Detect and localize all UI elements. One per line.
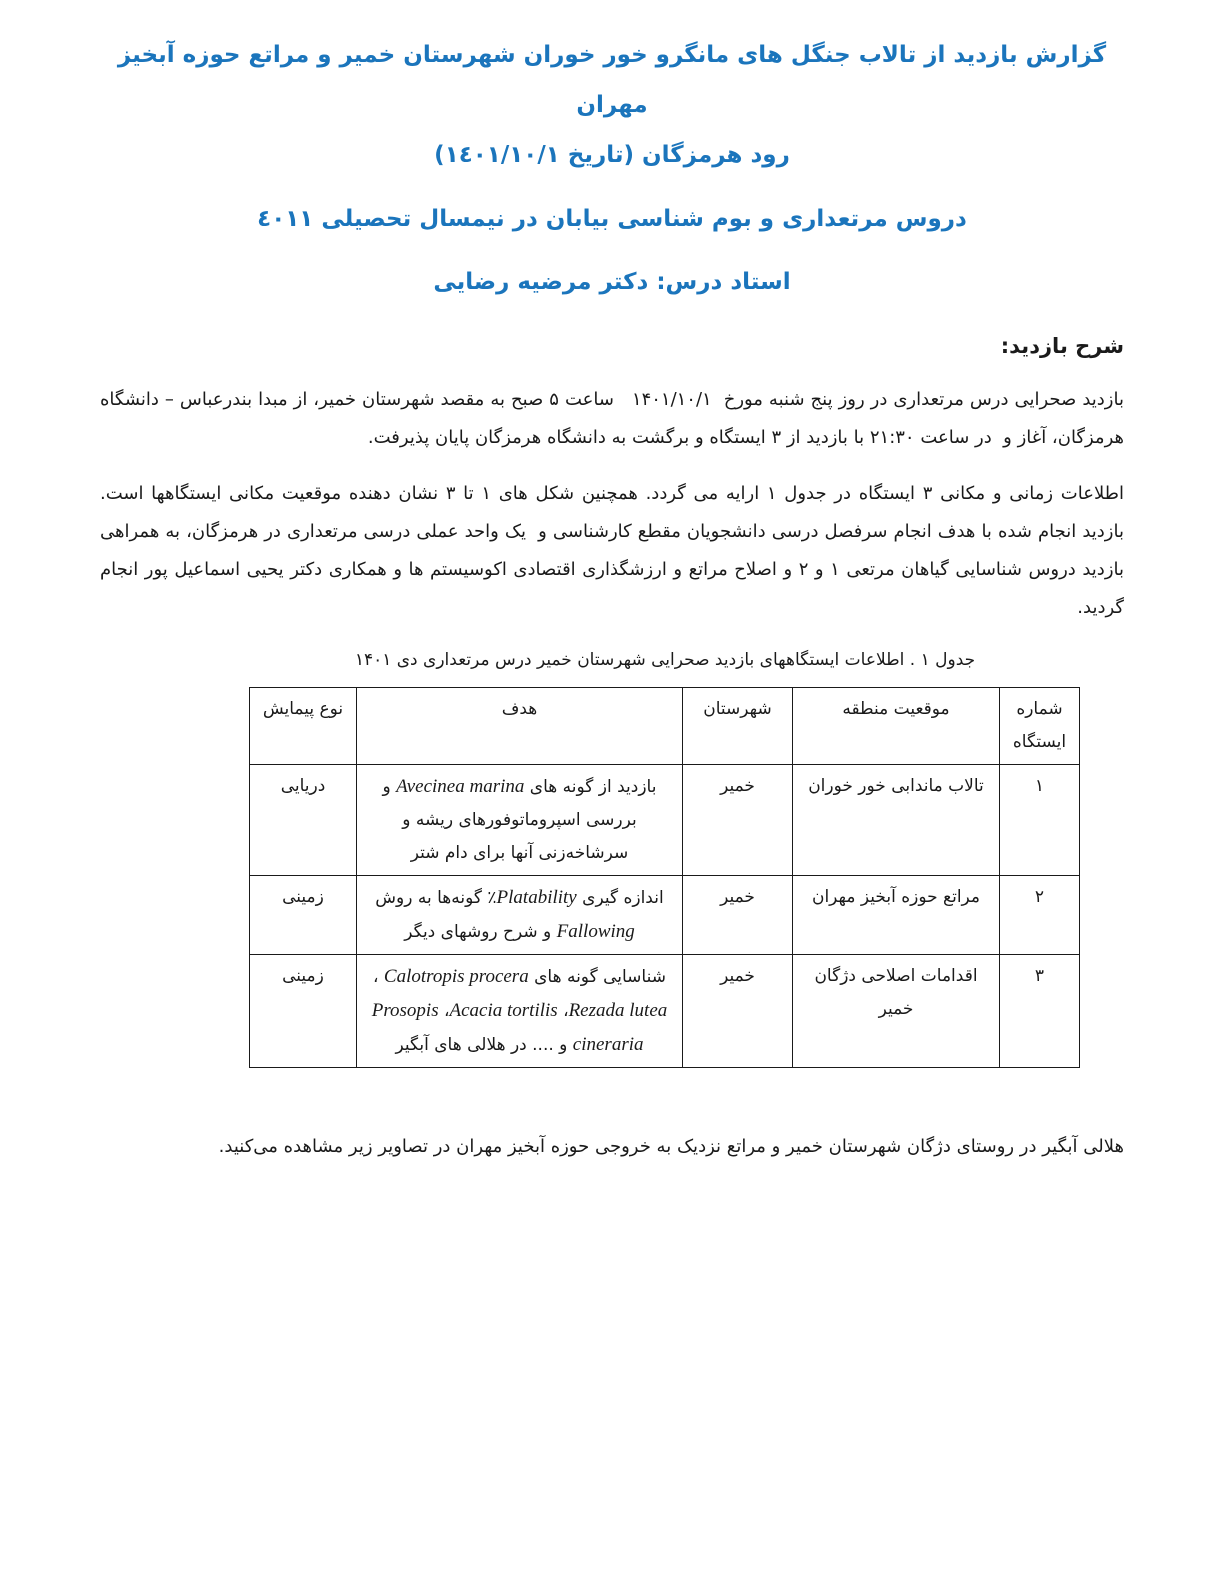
goal-text: و .... در هلالی های آبگیر xyxy=(395,1035,573,1055)
table-row xyxy=(250,955,1080,1068)
species-name-latin: Calotropis procera xyxy=(383,966,529,987)
goal-text: ، xyxy=(438,1001,450,1021)
station-number-cell: ۱ xyxy=(1000,765,1080,876)
survey-type-cell: زمینی xyxy=(250,876,357,955)
station-number-cell: ۲ xyxy=(1000,876,1080,955)
goal-text: ، xyxy=(557,1001,569,1021)
goal-text: اندازه گیری xyxy=(576,888,664,908)
goal-text: بازدید از گونه های xyxy=(524,777,657,797)
table-row xyxy=(250,765,1080,876)
report-title-course-line: دروس مرتعداری و بوم شناسی بیابان در نیمسال تحصیلی ٤٠١١ xyxy=(257,206,967,232)
species-name-latin: Fallowing xyxy=(556,921,635,942)
species-name-latin: Prosopis cineraria xyxy=(371,1000,644,1055)
column-header-survey-type: نوع پیمایش xyxy=(250,688,357,765)
report-title-line-1: گزارش بازدید از تالاب جنگل های مانگرو خور خوران شهرستان خمیر و مراتع حوزه آبخیز مهران xyxy=(117,42,1107,118)
county-cell: خمیر xyxy=(683,876,793,955)
species-name-latin: Acacia tortilis xyxy=(449,1000,558,1021)
location-cell: اقدامات اصلاحی دژگان خمیر xyxy=(793,955,1000,1068)
station-number-cell: ۳ xyxy=(1000,955,1080,1068)
report-title-line-2: رود هرمزگان (تاریخ ١٤٠١/١٠/١) xyxy=(434,142,790,168)
goal-text: و شرح روشهای دیگر xyxy=(404,922,557,942)
report-title-instructor-line: استاد درس: دکتر مرضیه رضایی xyxy=(433,269,791,295)
goal-cell xyxy=(357,765,683,876)
survey-type-cell: زمینی xyxy=(250,955,357,1068)
stations-table xyxy=(249,687,1080,1068)
closing-note-paragraph: هلالی آبگیر در روستای دژگان شهرستان خمیر و مراتع نزدیک به خروجی حوزه آبخیز مهران در تصاویر زیر مشاهده می‌کنید. xyxy=(218,1136,1124,1157)
location-cell: مراتع حوزه آبخیز مهران xyxy=(793,876,1000,955)
table-header-row xyxy=(250,688,1080,765)
table-1-caption: جدول ۱ . اطلاعات ایستگاههای بازدید صحرایی شهرستان خمیر درس مرتعداری دی ۱۴۰۱ xyxy=(354,650,976,670)
column-header-goal: هدف xyxy=(357,688,683,765)
survey-type-cell: دریایی xyxy=(250,765,357,876)
visit-description-heading: شرح بازدید: xyxy=(1000,334,1124,358)
goal-text: شناسایی گونه های xyxy=(528,967,666,987)
column-header-station-number: شماره ایستگاه xyxy=(1000,688,1080,765)
species-name-latin: Platability xyxy=(496,887,577,908)
stations-info-paragraph: اطلاعات زمانی و مکانی ۳ ایستگاه در جدول ۱ ارایه می گردد. همچنین شکل های ۱ تا ۳ نشان دهنده موقعیت مکانی ایستگاهها است. بازدید انجام شده با هدف انجام سرفصل درسی دانشجویان مقطع کارشناسی و یک واحد عملی درسی مرتعداری در هرمزگان، به همراهی بازدید دروس شناسایی گیاهان مرتعی ۱ و ۲ و اصلاح مراتع و ارزشگذاری اقتصادی اکوسیستم ها و همکاری دکتر یحیی اسماعیل پور انجام گردید. xyxy=(100,483,1125,618)
location-cell: تالاب ماندابی خور خوران xyxy=(793,765,1000,876)
goal-text: و بررسی اسپروماتوفورهای ریشه و سرشاخه‌زنی آنها برای دام شتر xyxy=(382,777,637,863)
goal-cell xyxy=(357,876,683,955)
visit-summary-paragraph: بازدید صحرایی درس مرتعداری در روز پنج شنبه مورخ ۱۴۰۱/۱۰/۱ ساعت ۵ صبح به مقصد شهرستان خمیر، از مبدا بندرعباس – دانشگاه هرمزگان، آغاز و در ساعت ۲۱:۳۰ با بازدید از ۳ ایستگاه و برگشت به دانشگاه هرمزگان پایان پذیرفت. xyxy=(100,389,1124,448)
column-header-county: شهرستان xyxy=(683,688,793,765)
goal-cell xyxy=(357,955,683,1068)
species-name-latin: Avecinea marina xyxy=(396,776,525,797)
table-row xyxy=(250,876,1080,955)
county-cell: خمیر xyxy=(683,955,793,1068)
column-header-location: موقعیت منطقه xyxy=(793,688,1000,765)
goal-text: ، xyxy=(373,967,384,987)
goal-text: ٪ گونه‌ها به روش xyxy=(375,888,497,908)
county-cell: خمیر xyxy=(683,765,793,876)
species-name-latin: Rezada lutea xyxy=(568,1000,668,1021)
